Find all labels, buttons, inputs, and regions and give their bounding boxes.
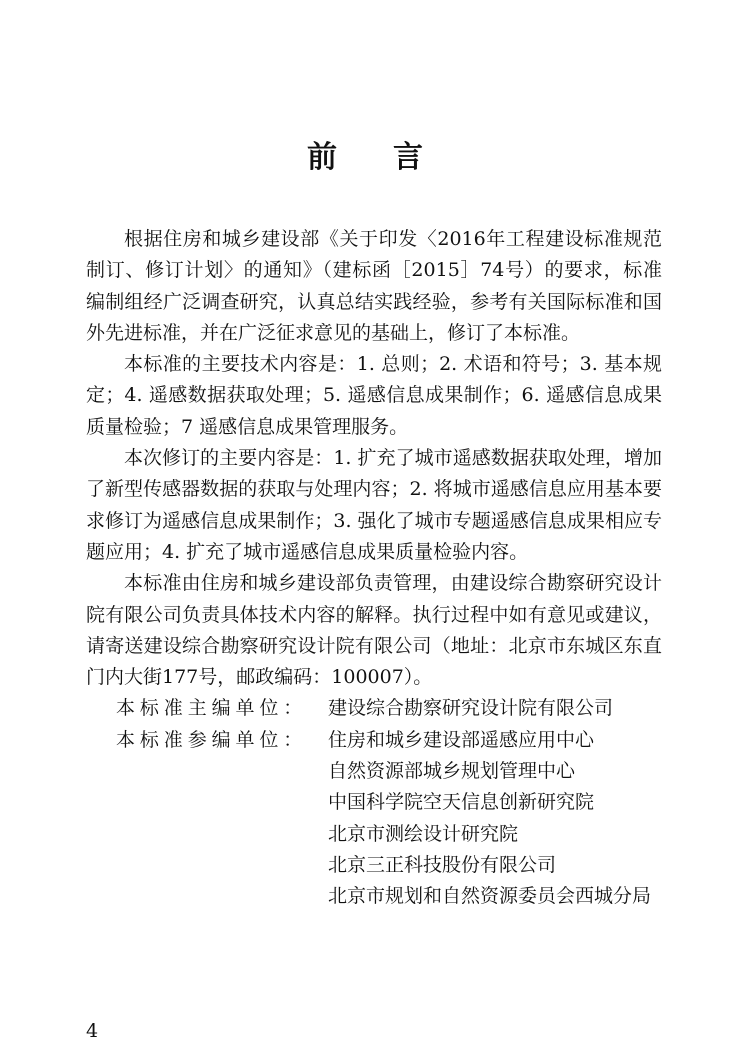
page-number: 4 [86,1020,99,1042]
chief-editor-row [116,693,662,724]
participating-editors-label: 本标准参编单位： [116,728,308,751]
page-title: 前言 [307,140,479,175]
participating-unit: 自然资源部城乡规划管理中心 [328,760,576,783]
chief-editor-label: 本标准主编单位： [116,697,308,720]
chief-editor-values [328,693,662,724]
paragraph-revision-contents: 本次修订的主要内容是：1. 扩充了城市遥感数据获取处理，增加了新型传感器数据的获取与处理内容；2. 将城市遥感信息应用基本要求修订为遥感信息成果制作；3. 强化了城市专题遥感信息成果相应专题应用；4. 扩充了城市遥感信息成果质量检验内容。 [86,447,662,563]
preface-body [86,224,662,913]
chief-editor-unit: 建设综合勘察研究设计院有限公司 [328,697,614,720]
participating-unit: 中国科学院空天信息创新研究院 [328,791,595,814]
participating-editors-values [328,725,662,913]
participating-unit: 北京三正科技股份有限公司 [328,853,557,876]
participating-unit: 北京市测绘设计研究院 [328,822,519,845]
participating-unit: 北京市规划和自然资源委员会西城分局 [328,885,652,908]
participating-unit: 住房和城乡建设部遥感应用中心 [328,728,595,751]
paragraph-background: 根据住房和城乡建设部《关于印发〈2016年工程建设标准规范制订、修订计划〉的通知》（建标函［2015］74号）的要求，标准编制组经广泛调查研究，认真总结实践经验，参考有关国际标准和国外先进标准，并在广泛征求意见的基础上，修订了本标准。 [86,228,662,344]
paragraph-management: 本标准由住房和城乡建设部负责管理，由建设综合勘察研究设计院有限公司负责具体技术内容的解释。执行过程中如有意见或建议，请寄送建设综合勘察研究设计院有限公司（地址：北京市东城区东直门内大街177号，邮政编码：100007）。 [86,572,662,689]
editing-units [86,693,662,912]
participating-editors-row [116,725,662,913]
paragraph-main-contents: 本标准的主要技术内容是：1. 总则；2. 术语和符号；3. 基本规定；4. 遥感数据获取处理；5. 遥感信息成果制作；6. 遥感信息成果质量检验；7 遥感信息成果管理服务。 [86,353,662,438]
